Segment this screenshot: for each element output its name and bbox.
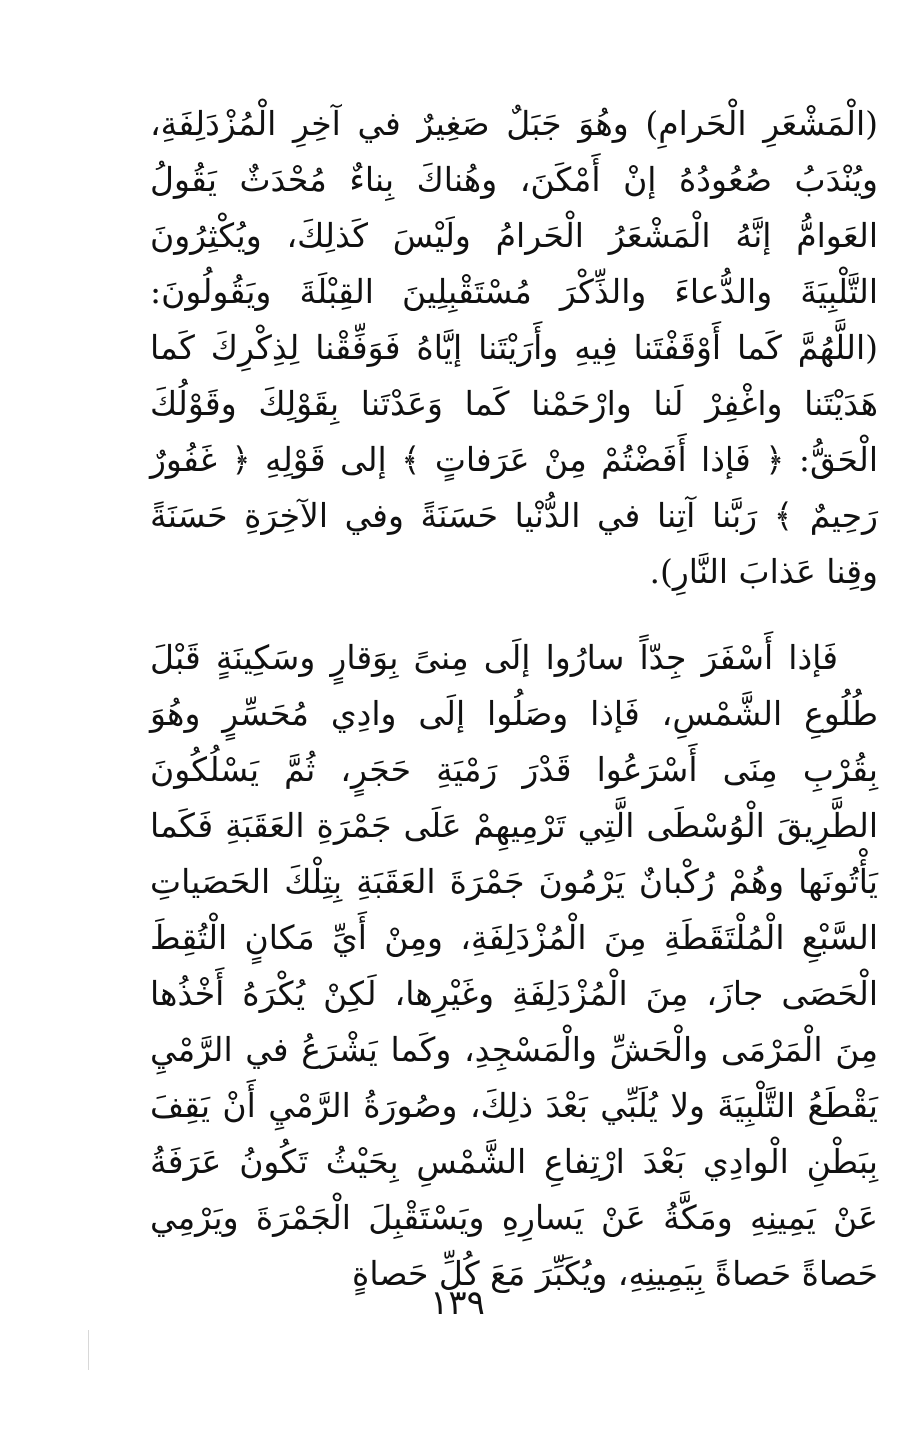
page-number: ١٣٩	[430, 1283, 485, 1323]
scan-edge-mark	[88, 1330, 89, 1370]
paragraph-2: فَإذا أَسْفَرَ جِدّاً سارُوا إلَى مِنىً بِوَقارٍ وسَكِينَةٍ قَبْلَ طُلُوعِ الشَّمْسِ، فَإذا وصَلُوا إلَى وادِي مُحَسِّرٍ وهُوَ بِقُرْبِ مِنَى أَسْرَعُوا قَدْرَ رَمْيَةِ حَجَرٍ، ثُمَّ يَسْلُكُونَ الطَّرِيقَ الْوُسْطَى الَّتِي تَرْمِيهِمْ عَلَى جَمْرَةِ العَقَبَةِ فَكَما يَأْتُونَها وهُمْ رُكْبانٌ يَرْمُونَ جَمْرَةَ العَقَبَةِ بِتِلْكَ الحَصَياتِ السَّبْعِ الْمُلْتَقَطَةِ مِنَ الْمُزْدَلِفَةِ، ومِنْ أَيِّ مَكانٍ الْتُقِطَ الْحَصَى جازَ، مِنَ الْمُزْدَلِفَةِ وغَيْرِها، لَكِنْ يُكْرَهُ أَخْذُها مِنَ الْمَرْمَى والْحَشِّ والْمَسْجِدِ، وكَما يَشْرَعُ في الرَّمْيِ يَقْطَعُ التَّلْبِيَةَ ولا يُلَبِّي بَعْدَ ذلِكَ، وصُورَةُ الرَّمْيِ أَنْ يَقِفَ بِبَطْنِ الْوادِي بَعْدَ ارْتِفاعِ الشَّمْسِ بِحَيْثُ تَكُونُ عَرَفَةُ عَنْ يَمِينِهِ ومَكَّةُ عَنْ يَسارِهِ ويَسْتَقْبِلَ الْجَمْرَةَ ويَرْمِي حَصاةً حَصاةً بِيَمِينِهِ، ويُكَبِّرَ مَعَ كُلِّ حَصاةٍ	[150, 638, 878, 1293]
paragraph-1: (الْمَشْعَرِ الْحَرامِ) وهُوَ جَبَلٌ صَغِيرٌ في آخِرِ الْمُزْدَلِفَةِ، ويُنْدَبُ صُعُودُهُ إنْ أَمْكَنَ، وهُناكَ بِناءٌ مُحْدَثٌ يَقُولُ العَوامُّ إنَّهُ الْمَشْعَرُ الْحَرامُ ولَيْسَ كَذلِكَ، ويُكْثِرُونَ التَّلْبِيَةَ والدُّعاءَ والذِّكْرَ مُسْتَقْبِلِينَ القِبْلَةَ ويَقُولُونَ: (اللَّهُمَّ كَما أَوْقَفْتَنا فِيهِ وأَرَيْتَنا إيَّاهُ فَوَفِّقْنا لِذِكْرِكَ كَما هَدَيْتَنا واغْفِرْ لَنا وارْحَمْنا كَما وَعَدْتَنا بِقَوْلِكَ وقَوْلُكَ الْحَقُّ: ﴿ فَإذا أَفَضْتُمْ مِنْ عَرَفاتٍ ﴾ إلى قَوْلِهِ ﴿ غَفُورٌ رَحِيمٌ ﴾ رَبَّنا آتِنا في الدُّنْيا حَسَنَةً وفي الآخِرَةِ حَسَنَةً وقِنا عَذابَ النَّارِ).	[150, 104, 878, 591]
